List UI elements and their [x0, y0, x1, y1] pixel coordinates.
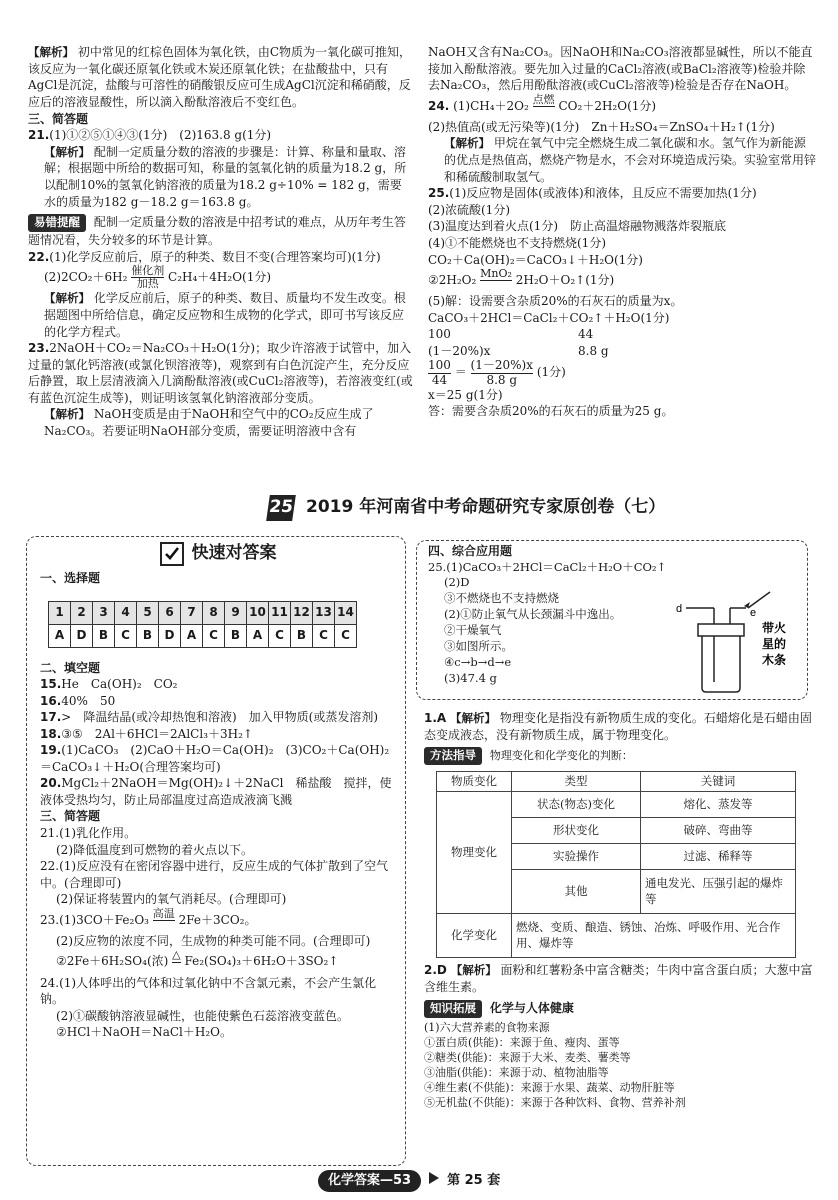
q21-quick-a: 21.(1)乳化作用。 — [40, 826, 137, 841]
footer-pill: 化学答案—53 — [318, 1170, 421, 1192]
answer-cell: B — [225, 624, 247, 647]
q22-quick-a: 22.(1)反应没有在密闭容器中进行，反应生成的气体扩散到了空气中。(合理即可) — [40, 859, 389, 890]
q22-quick-b: (2)保证将装置内的氧气消耗尽。(合理即可) — [56, 892, 287, 907]
box4-line-6: ③如图所示。 — [444, 638, 513, 653]
right-bottom-column — [424, 710, 816, 1111]
box4-line-5: ②干燥氧气 — [444, 622, 502, 637]
question-number-cell: 4 — [115, 601, 137, 624]
check-icon — [160, 542, 184, 566]
q22-analysis: 【解析】 化学反应前后，原子的种类、数目、质量均不发生改变。根据题图中所给信息，确定反应物和生成物的化学式，即可书写该反应的化学方程式。 — [44, 291, 406, 339]
nutrient-item: ①蛋白质(供能)：来源于鱼、瘦肉、蛋等 — [424, 1035, 620, 1049]
answer-cell: A — [181, 624, 203, 647]
q25-line-1: 25.(1)反应物是固体(或液体)和液体，且反应不需要加热(1分) — [428, 186, 757, 201]
nutrient-item: ③油脂(供能)：来源于动、植物油脂等 — [424, 1066, 609, 1080]
fill-answers — [40, 676, 396, 808]
physical-change-cell: 物理变化 — [437, 792, 512, 914]
set-number: 第 25 套 — [447, 1173, 501, 1188]
choice-answer-table — [48, 601, 357, 648]
intro-analysis — [28, 44, 413, 111]
knowledge-extension: 知识拓展 化学与人体健康 — [424, 1000, 816, 1018]
knowledge-badge: 知识拓展 — [424, 1000, 482, 1018]
nutrient-list — [424, 1020, 816, 1111]
splint-label-1: 带火 — [762, 621, 787, 635]
comprehensive-heading: 四、综合应用题 — [428, 544, 513, 558]
question-number-cell: 13 — [313, 601, 335, 624]
q22-equation: (2)2CO₂＋6H₂ $\frac{\text{催化剂}}{\text{加热}}$ C₂H₄＋4H₂O(1分) — [44, 264, 272, 291]
nutrient-item: (1)六大营养素的食物来源 — [424, 1020, 550, 1034]
q23-answer: 23.2NaOH＋CO₂＝Na₂CO₃＋H₂O(1分)；取少许溶液于试管中，加入过量的氯化钙溶液(或氯化钡溶液等)，观察到有白色沉淀产生，充分反应后静置，取上层清液滴入几滴酚酞溶液(或CuCl₂溶液等)，若溶液变红(或有蓝色沉淀生成等)，则证明该氢氧化钠溶液部分变质。 — [28, 341, 413, 405]
question-number-cell: 11 — [269, 601, 291, 624]
answer-cell: D — [159, 624, 181, 647]
nutrient-item: ②糖类(供能)：来源于大米、麦类、薯类等 — [424, 1050, 631, 1064]
answer-cell: C — [313, 624, 335, 647]
box4-line-8: (3)47.4 g — [444, 670, 497, 685]
q25-ratio-1: 100 44 — [428, 327, 594, 342]
reaction-condition: $\frac{\text{催化剂}}{\text{加热}}$ — [131, 264, 165, 291]
q25-line-12: 答：需要含杂质20%的石灰石的质量为25 g。 — [428, 404, 674, 419]
question-number-cell: 6 — [159, 601, 181, 624]
q2-answer: 2.D 【解析】 面粉和红薯粉条中富含糖类；牛肉中富含蛋白质；大葱中富含维生素。 — [424, 963, 813, 995]
box4-line-3: ③不燃烧也不支持燃烧 — [444, 591, 559, 606]
left-top-column — [28, 44, 413, 440]
analysis-text: 初中常见的红棕色固体为氧化铁，由C物质为一氧化碳可推知，该反应为一氧化碳还原氧化铁或木炭还原氧化铁；在盐酸盐中，只有AgCl是沉淀，盐酸与可溶性的硝酸银反应可生成AgCl沉淀和稀硝酸，反应后的溶液显酸性，所以滴入酚酞溶液后不变红色。 — [28, 45, 412, 109]
q22-answer-1: 22.(1)化学反应前后，原子的种类、数目不变(合理答案均可)(1分) — [28, 249, 381, 264]
q24-answer-2: (2)热值高(或无污染等)(1分) Zn＋H₂SO₄＝ZnSO₄＋H₂↑(1分) — [428, 119, 775, 134]
q24-quick-c: ②HCl＋NaOH＝NaCl＋H₂O。 — [56, 1025, 232, 1040]
box4-line-2: (2)D — [444, 575, 470, 590]
fill-answer-line: 15.He Ca(OH)₂ CO₂ — [40, 677, 178, 692]
right-top-column — [428, 44, 816, 420]
q25-ratio-2: (1－20%)x 8.8 g — [428, 343, 609, 358]
q1-answer: 1.A 【解析】 物理变化是指没有新物质生成的变化。石蜡熔化是石蜡由固态变成液态，没有新物质生成，属于物理变化。 — [424, 711, 812, 742]
q21-quick-b: (2)降低温度到可燃物的着火点以下。 — [56, 842, 253, 857]
chemical-change-cell: 化学变化 — [437, 914, 512, 958]
nutrient-item: ④维生素(不供能)：来源于水果、蔬菜、动物肝脏等 — [424, 1081, 675, 1095]
splint-label-3: 木条 — [762, 653, 787, 667]
q23-quick-c: ②2Fe＋6H₂SO₄(浓) △ Fe₂(SO₄)₃＋6H₂O＋3SO₂↑ — [56, 948, 339, 969]
answer-row — [49, 624, 357, 647]
question-number-row — [49, 601, 357, 624]
nutrient-item: ⑤无机盐(不供能)：来源于各种饮料、食物、营养补剂 — [424, 1096, 686, 1110]
fill-answer-line: 18.③⑤ 2Al＋6HCl＝2AlCl₃＋3H₂↑ — [40, 726, 253, 741]
paper-banner — [268, 495, 665, 521]
method-guide: 方法指导 物理变化和化学变化的判断： — [424, 747, 816, 765]
fill-answer-line: 19.(1)CaCO₃ (2)CaO＋H₂O＝Ca(OH)₂ (3)CO₂＋Ca(OH)₂＝CaCO₃↓＋H₂O(合理答案均可) — [40, 743, 390, 774]
question-number-cell: 2 — [71, 601, 93, 624]
label-e: e — [750, 607, 757, 619]
box4-line-7: ④c→b→d→e — [444, 654, 512, 669]
q25-line-7: (5)解：设需要含杂质20%的石灰石的质量为x。 — [428, 294, 683, 309]
q21-answer: 21.(1)①②⑤①④③(1分) (2)163.8 g(1分) — [28, 128, 272, 143]
quick-answer-content — [40, 542, 396, 1041]
method-badge: 方法指导 — [424, 747, 482, 765]
fill-answer-line: 16.40% 50 — [40, 693, 116, 708]
answer-cell: A — [247, 624, 269, 647]
q25-line-8: CaCO₃＋2HCl＝CaCl₂＋CO₂↑＋H₂O(1分) — [428, 310, 670, 325]
quick-answer-title: 快速对答案 — [40, 542, 396, 566]
q25-line-4: (4)①不能燃烧也不支持燃烧(1分) — [428, 235, 606, 250]
change-keyword-table: 物质变化 类型 关键词 物理变化 状态(物态)变化 熔化、蒸发等 形状变化 破碎、弯曲等 实验操作 过滤、稀释等 其他 通电发光、压强引起的爆炸等 化学变化 燃烧、变质、酿造、锈蚀、冶炼、呼吸作用、光合作用、爆炸等 — [436, 771, 796, 958]
q24-quick-b: (2)①碳酸钠溶液显碱性，也能使紫色石蕊溶液变蓝色。 — [56, 1008, 350, 1023]
q21-analysis: 【解析】 配制一定质量分数的溶液的步骤是：计算、称量和量取、溶解；根据题中所给的数据可知，称量的氢氧化钠的质量为18.2 g，所以配制10%的氢氧化钠溶液的质量为18.2 g÷10% = 182 g，需要水的质量为182 g－18.2 g＝163.8 g。 — [44, 144, 407, 209]
short-heading: 三、简答题 — [40, 809, 101, 824]
fill-answer-line: 17.> 降温结晶(或冷却热饱和溶液) 加入甲物质(或蒸发溶剂) — [40, 710, 379, 725]
answer-cell: C — [115, 624, 137, 647]
answer-cell: C — [335, 624, 357, 647]
choice-heading: 一、选择题 — [40, 571, 101, 585]
question-number-cell: 7 — [181, 601, 203, 624]
q24-quick-a: 24.(1)人体呼出的气体和过氧化钠中不含氯元素，不会产生氯化钠。 — [40, 975, 377, 1007]
fill-heading: 二、填空题 — [40, 660, 101, 675]
fill-answer-line: 20.MgCl₂＋2NaOH＝Mg(OH)₂↓＋2NaCl 稀盐酸 搅拌，使液体受热均匀，防止局部温度过高造成液滴飞溅 — [40, 776, 392, 807]
question-number-cell: 5 — [137, 601, 159, 624]
answer-cell: B — [137, 624, 159, 647]
q23-analysis: 【解析】 NaOH变质是由于NaOH和空气中的CO₂反应生成了Na₂CO₃。若要证明NaOH部分变质，需要证明溶液中含有 — [44, 407, 374, 439]
q25-line-6: ②2H₂O₂ MnO₂ 2H₂O＋O₂↑(1分) — [428, 267, 615, 288]
splint-label-2: 星的 — [762, 637, 787, 651]
q25-line-3: (3)温度达到着火点(1分) 防止高温熔融物溅落炸裂瓶底 — [428, 219, 726, 234]
answer-cell: C — [269, 624, 291, 647]
question-number-cell: 8 — [203, 601, 225, 624]
tip-badge: 易错提醒 — [28, 214, 86, 232]
question-number-cell: 1 — [49, 601, 71, 624]
question-number-cell: 10 — [247, 601, 269, 624]
answer-cell: D — [71, 624, 93, 647]
q23-quick-b: (2)反应物的浓度不同，生成物的种类可能不同。(合理即可) — [56, 933, 371, 948]
paper-number: 25 — [266, 495, 296, 521]
box4-line-1: 25.(1)CaCO₃＋2HCl＝CaCl₂＋H₂O＋CO₂↑ — [428, 559, 667, 574]
question-number-cell: 12 — [291, 601, 313, 624]
paper-title: 2019 年河南省中考命题研究专家原创卷（七） — [306, 497, 666, 518]
gas-collection-figure — [670, 590, 800, 696]
q25-line-11: x＝25 g(1分) — [428, 387, 503, 402]
question-number-cell: 14 — [335, 601, 357, 624]
answer-cell: B — [291, 624, 313, 647]
q21-tip: 易错提醒 配制一定质量分数的溶液是中招考试的难点，从历年考生答题情况看，失分较多的环节是计算。 — [28, 215, 406, 247]
arrow-icon — [427, 1171, 441, 1191]
answer-cell: A — [49, 624, 71, 647]
answer-cell: C — [203, 624, 225, 647]
answer-cell: B — [93, 624, 115, 647]
analysis-tag: 【解析】 — [28, 45, 74, 59]
question-number-cell: 3 — [93, 601, 115, 624]
question-number-cell: 9 — [225, 601, 247, 624]
label-d: d — [676, 603, 683, 615]
q23-quick-a: 23.(1)3CO＋Fe₂O₃ 高温 2Fe＋3CO₂。 — [40, 906, 257, 927]
q23-analysis-continued: NaOH又含有Na₂CO₃。因NaOH和Na₂CO₃溶液都显碱性，所以不能直接加入酚酞溶液。要先加入过量的CaCl₂溶液(或BaCl₂溶液等)检验并除去Na₂CO₃，然后用酚酞溶液(或CuCl₂溶液等)检验是否存在NaOH。 — [428, 45, 813, 93]
section-heading: 三、简答题 — [28, 111, 89, 126]
page-footer — [318, 1170, 500, 1192]
q25-line-2: (2)浓硫酸(1分) — [428, 202, 510, 217]
q25-proportion: $\frac{100}{44}$ ＝ $\frac{(1-20\%)x}{8.8 g}$ (1分) — [428, 358, 566, 387]
q25-line-5: CO₂＋Ca(OH)₂＝CaCO₃↓＋H₂O(1分) — [428, 252, 643, 267]
box4-line-4: (2)①防止氧气从长颈漏斗中逸出。 — [444, 607, 622, 622]
q24-analysis: 【解析】 甲烷在氧气中完全燃烧生成二氧化碳和水。氢气作为新能源的优点是热值高，燃烧产物是水，不会对环境造成污染。实验室常用锌和稀硫酸制取氢气。 — [444, 136, 817, 184]
q24-answer-1: 24. (1)CH₄＋2O₂ 点燃 CO₂＋2H₂O(1分) — [428, 92, 657, 113]
